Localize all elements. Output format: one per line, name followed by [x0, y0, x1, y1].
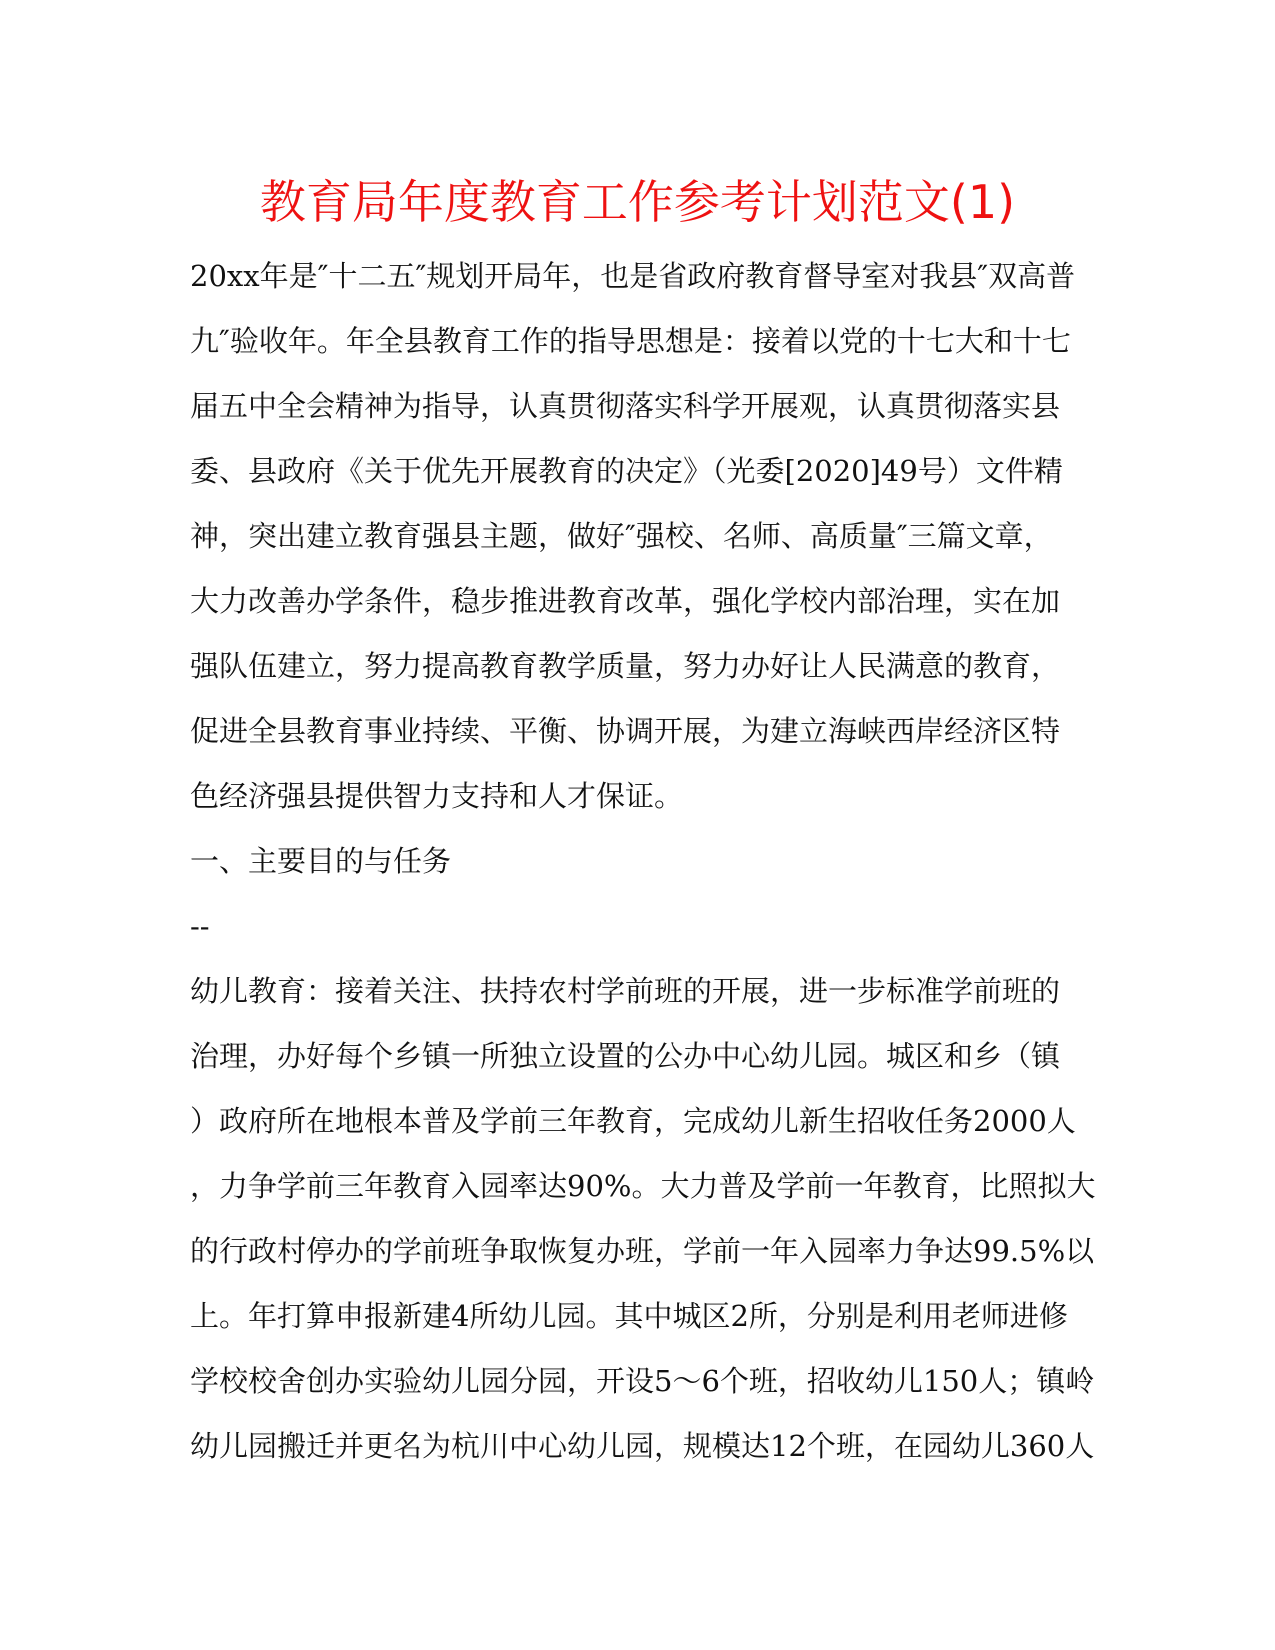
body-line: 促进全县教育事业持续、平衡、协调开展，为建立海峡西岸经济区特 — [190, 714, 1061, 748]
body-line: 神，突出建立教育强县主题，做好″强校、名师、高质量″三篇文章， — [190, 519, 1053, 553]
document-body — [190, 257, 1096, 1492]
body-line: 九″验收年。年全县教育工作的指导思想是：接着以党的十七大和十七 — [190, 324, 1071, 358]
body-line: 学校校舍创办实验幼儿园分园，开设5～6个班，招收幼儿150人；镇岭 — [190, 1364, 1095, 1398]
body-line: 委、县政府《关于优先开展教育的决定》（光委[2020]49号）文件精 — [190, 454, 1063, 488]
body-line: 届五中全会精神为指导，认真贯彻落实科学开展观，认真贯彻落实县 — [190, 389, 1061, 423]
separator-text: -- — [190, 909, 210, 943]
body-line: 幼儿教育：接着关注、扶持农村学前班的开展，进一步标准学前班的 — [190, 974, 1061, 1008]
body-line: 治理，办好每个乡镇一所独立设置的公办中心幼儿园。城区和乡（镇 — [190, 1039, 1061, 1073]
body-line: 上。年打算申报新建4所幼儿园。其中城区2所，分别是利用老师进修 — [190, 1299, 1068, 1333]
body-line: 的行政村停办的学前班争取恢复办班，学前一年入园率力争达99.5%以 — [190, 1234, 1095, 1268]
document-title: 教育局年度教育工作参考计划范文(1) — [259, 175, 1016, 229]
body-line: 强队伍建立，努力提高教育教学质量，努力办好让人民满意的教育， — [190, 649, 1061, 683]
body-line: 20xx年是″十二五″规划开局年，也是省政府教育督导室对我县″双高普 — [190, 259, 1076, 293]
body-line: 幼儿园搬迁并更名为杭川中心幼儿园，规模达12个班，在园幼儿360人 — [190, 1429, 1095, 1463]
section-heading: 一、主要目的与任务 — [190, 844, 452, 878]
body-line: 大力改善办学条件，稳步推进教育改革，强化学校内部治理，实在加 — [190, 584, 1061, 618]
body-line: 色经济强县提供智力支持和人才保证。 — [190, 779, 684, 813]
body-line: ）政府所在地根本普及学前三年教育，完成幼儿新生招收任务2000人 — [190, 1104, 1076, 1138]
body-line: ，力争学前三年教育入园率达90%。大力普及学前一年教育，比照拟大 — [190, 1169, 1096, 1203]
